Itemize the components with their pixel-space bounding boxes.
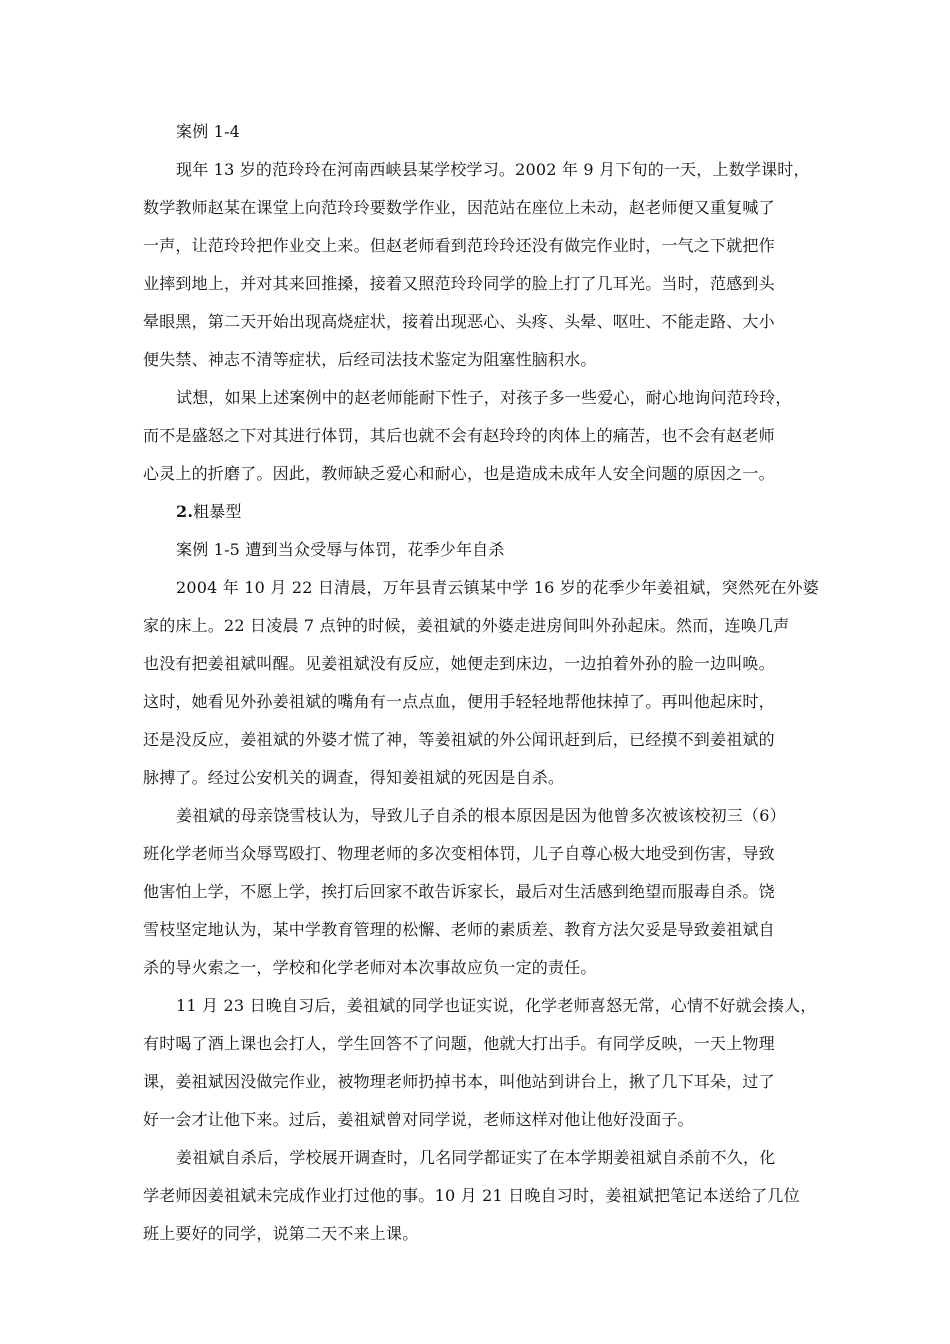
paragraph-line: 还是没反应，姜祖斌的外婆才慌了神，等姜祖斌的外公闻讯赶到后，已经摸不到姜祖斌的 bbox=[143, 730, 775, 749]
paragraph-line: 11 月 23 日晚自习后，姜祖斌的同学也证实说，化学老师喜怒无常，心情不好就会揍人， bbox=[176, 996, 817, 1015]
case-heading: 案例 1-4 bbox=[176, 122, 241, 141]
paragraph-line: 班上要好的同学，说第二天不来上课。 bbox=[143, 1224, 419, 1243]
paragraph-line: 他害怕上学，不愿上学，挨打后回家不敢告诉家长，最后对生活感到绝望而服毒自杀。饶 bbox=[143, 882, 775, 901]
paragraph-line: 一声，让范玲玲把作业交上来。但赵老师看到范玲玲还没有做完作业时，一气之下就把作 bbox=[143, 236, 775, 255]
paragraph-line: 也没有把姜祖斌叫醒。见姜祖斌没有反应，她便走到床边，一边拍着外孙的脸一边叫唤。 bbox=[143, 654, 775, 673]
paragraph-line: 有时喝了酒上课也会打人，学生回答不了问题，他就大打出手。有同学反映，一天上物理 bbox=[143, 1034, 775, 1053]
paragraph-line: 2004 年 10 月 22 日清晨，万年县青云镇某中学 16 岁的花季少年姜祖斌，突然死在外婆 bbox=[176, 578, 819, 597]
paragraph-line: 而不是盛怒之下对其进行体罚，其后也就不会有赵玲玲的肉体上的痛苦，也不会有赵老师 bbox=[143, 426, 775, 445]
paragraph-line: 脉搏了。经过公安机关的调查，得知姜祖斌的死因是自杀。 bbox=[143, 768, 565, 787]
case-heading: 案例 1-5 遭到当众受辱与体罚，花季少年自杀 bbox=[176, 540, 505, 559]
section-number: 2. bbox=[176, 502, 194, 521]
paragraph-line: 课，姜祖斌因没做完作业，被物理老师扔掉书本，叫他站到讲台上，揪了几下耳朵，过了 bbox=[143, 1072, 775, 1091]
paragraph-line: 姜祖斌自杀后，学校展开调查时，几名同学都证实了在本学期姜祖斌自杀前不久，化 bbox=[176, 1148, 776, 1167]
paragraph-line: 试想，如果上述案例中的赵老师能耐下性子，对孩子多一些爱心，耐心地询问范玲玲， bbox=[176, 388, 792, 407]
paragraph-line: 学老师因姜祖斌未完成作业打过他的事。10 月 21 日晚自习时，姜祖斌把笔记本送给了几位 bbox=[143, 1186, 800, 1205]
section-title: 粗暴型 bbox=[193, 502, 242, 521]
paragraph-line: 姜祖斌的母亲饶雪枝认为，导致儿子自杀的根本原因是因为他曾多次被该校初三（6） bbox=[176, 806, 786, 825]
paragraph-line: 雪枝坚定地认为，某中学教育管理的松懈、老师的素质差、教育方法欠妥是导致姜祖斌自 bbox=[143, 920, 775, 939]
paragraph-line: 业摔到地上，并对其来回推搡，接着又照范玲玲同学的脸上打了几耳光。当时，范感到头 bbox=[143, 274, 775, 293]
paragraph-line: 便失禁、神志不清等症状，后经司法技术鉴定为阻塞性脑积水。 bbox=[143, 350, 597, 369]
paragraph-line: 数学教师赵某在课堂上向范玲玲要数学作业，因范站在座位上未动，赵老师便又重复喊了 bbox=[143, 198, 775, 217]
paragraph-line: 班化学老师当众辱骂殴打、物理老师的多次变相体罚，儿子自尊心极大地受到伤害，导致 bbox=[143, 844, 775, 863]
paragraph-line: 心灵上的折磨了。因此，教师缺乏爱心和耐心，也是造成未成年人安全问题的原因之一。 bbox=[143, 464, 775, 483]
paragraph-line: 家的床上。22 日凌晨 7 点钟的时候，姜祖斌的外婆走进房间叫外孙起床。然而，连唤几声 bbox=[143, 616, 790, 635]
paragraph-line: 这时，她看见外孙姜祖斌的嘴角有一点点血，便用手轻轻地帮他抹掉了。再叫他起床时， bbox=[143, 692, 775, 711]
paragraph-line: 晕眼黑，第二天开始出现高烧症状，接着出现恶心、头疼、头晕、呕吐、不能走路、大小 bbox=[143, 312, 775, 331]
paragraph-line: 现年 13 岁的范玲玲在河南西峡县某学校学习。2002 年 9 月下旬的一天，上数学课时， bbox=[176, 160, 810, 179]
section-heading bbox=[176, 501, 833, 523]
paragraph-line: 好一会才让他下来。过后，姜祖斌曾对同学说，老师这样对他让他好没面子。 bbox=[143, 1110, 694, 1129]
paragraph-line: 杀的导火索之一，学校和化学老师对本次事故应负一定的责任。 bbox=[143, 958, 597, 977]
